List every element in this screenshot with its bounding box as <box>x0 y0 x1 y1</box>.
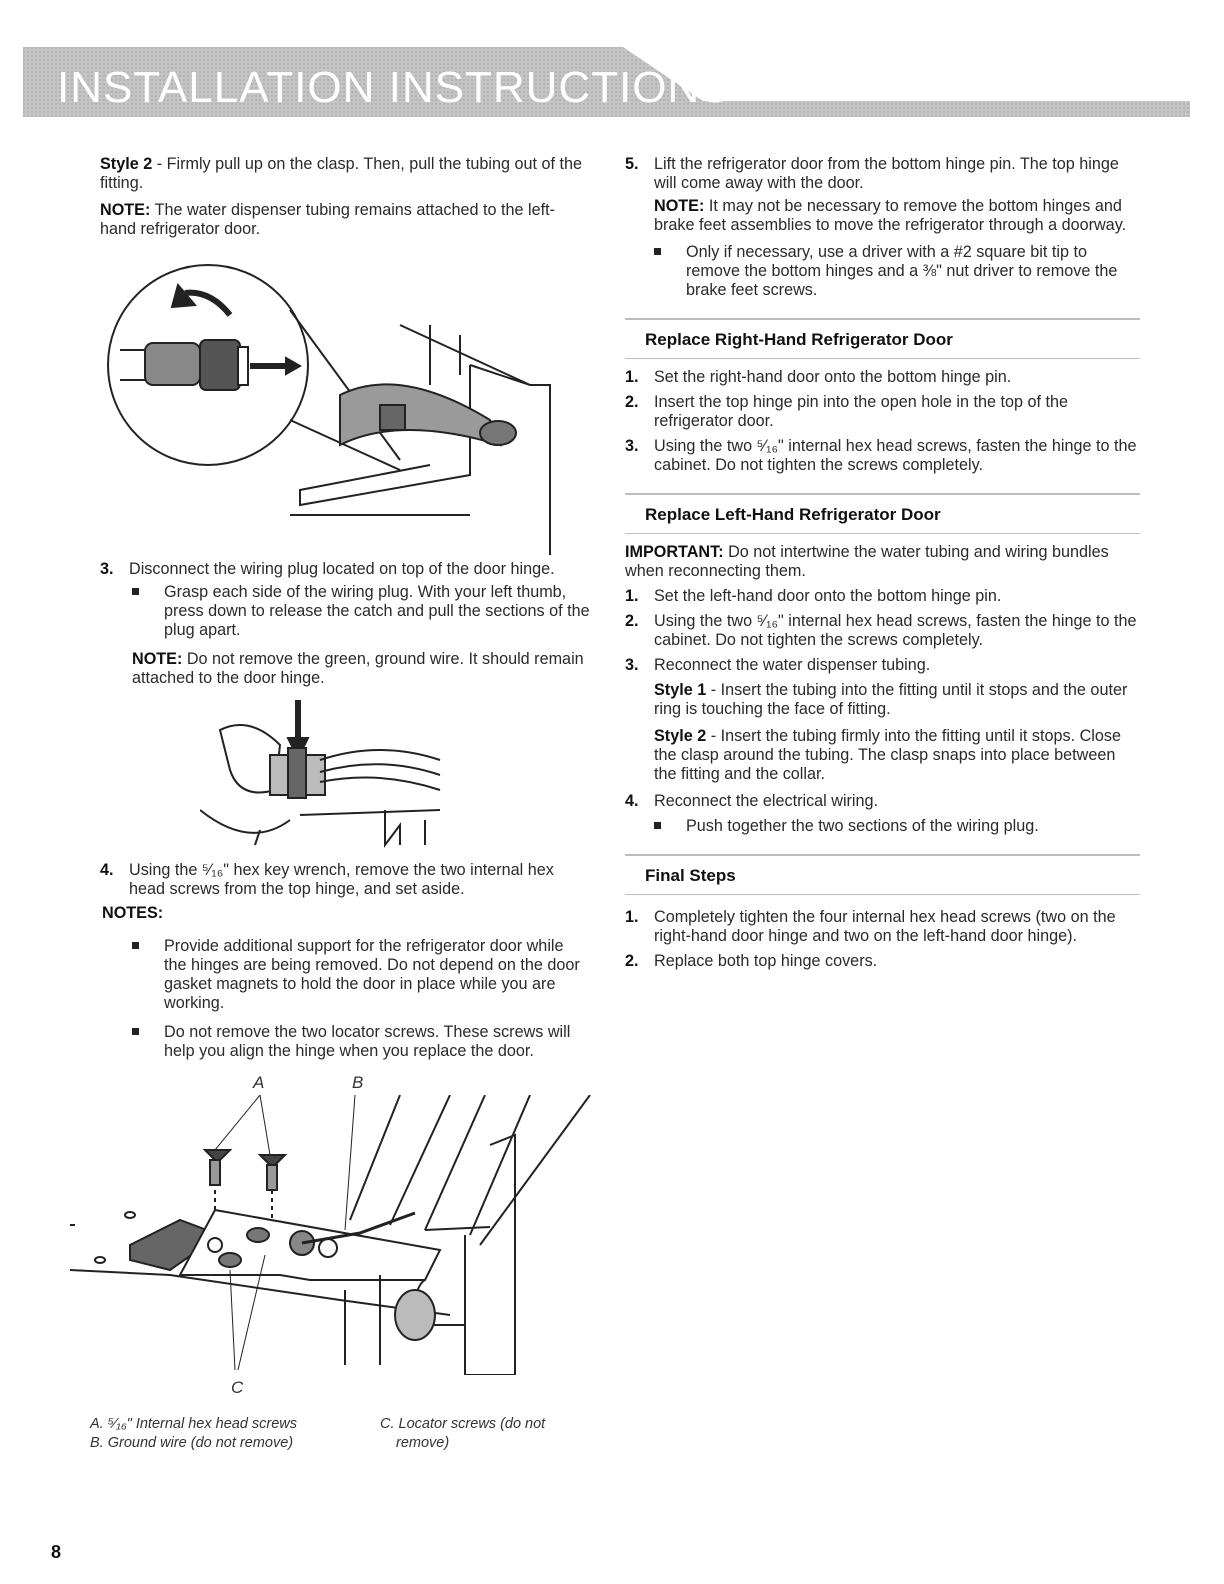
step-4: 4. Using the ⁵⁄₁₆" hex key wrench, remove the two internal hex head screws from the top hinge, and set aside. <box>100 861 554 898</box>
caption-c-line1: C. Locator screws (do not <box>380 1416 546 1432</box>
lh-step-2: 2. Using the two ⁵⁄₁₆" internal hex head screws, fasten the hinge to the cabinet. Do not tighten the screws completely. <box>625 612 1137 649</box>
note-paragraph: NOTE: The water dispenser tubing remains attached to the left-hand refrigerator door. <box>100 201 555 238</box>
section-title-right-hand: Replace Right-Hand Refrigerator Door <box>645 330 953 349</box>
left-column <box>100 155 590 239</box>
left-column-steps <box>100 560 590 688</box>
lh-step-1: 1. Set the left-hand door onto the bottom hinge pin. <box>625 587 1002 605</box>
rh-step-1: 1. Set the right-hand door onto the bottom hinge pin. <box>625 368 1012 386</box>
figure-label-b: B <box>352 1073 364 1092</box>
step-5-bullet: Only if necessary, use a driver with a #2 square bit tip to remove the bottom hinges and a ⅜" nut driver to remove the brake feet screws. <box>654 243 1140 300</box>
page-number: 8 <box>51 1542 62 1562</box>
right-column <box>625 155 1140 971</box>
page-title: INSTALLATION INSTRUCTIONS <box>57 63 731 112</box>
figure-label-a: A <box>253 1073 265 1092</box>
lh-step-4: 4. Reconnect the electrical wiring. <box>625 792 879 810</box>
important-note: IMPORTANT: Do not intertwine the water tubing and wiring bundles when reconnecting them. <box>625 543 1109 580</box>
section-final-steps <box>625 854 1140 900</box>
lh-step-4-bullet: Push together the two sections of the wiring plug. <box>654 817 1140 836</box>
step-3-note: NOTE: Do not remove the green, ground wire. It should remain attached to the door hinge. <box>132 650 584 687</box>
wiring-plug-figure <box>200 700 460 850</box>
final-step-2: 2. Replace both top hinge covers. <box>625 952 878 970</box>
style2-paragraph: Style 2 - Firmly pull up on the clasp. Then, pull the tubing out of the fitting. <box>100 155 583 192</box>
section-left-hand-door <box>625 493 1140 539</box>
step-5: 5. Lift the refrigerator door from the bottom hinge pin. The top hinge will come away with the door. <box>625 155 1119 192</box>
left-column-step4 <box>100 861 590 1061</box>
note-item-2: Do not remove the two locator screws. These screws will help you align the hinge when you replace the door. <box>132 1023 590 1061</box>
caption-a: A. ⁵⁄₁₆" Internal hex head screws <box>90 1416 298 1432</box>
step-3: 3. Disconnect the wiring plug located on top of the door hinge. <box>100 560 555 578</box>
section-title-final-steps: Final Steps <box>645 866 736 885</box>
notes-heading: NOTES: <box>102 904 164 922</box>
section-right-hand-door <box>625 318 1140 364</box>
lh-step-3: 3. Reconnect the water dispenser tubing. <box>625 656 931 674</box>
step-5-note: NOTE: It may not be necessary to remove the bottom hinges and brake feet assemblies to move the refrigerator through a doorway. <box>654 197 1127 234</box>
step-3-bullet: Grasp each side of the wiring plug. With your left thumb, press down to release the catch and pull the sections of the plug apart. <box>132 583 590 640</box>
note-item-1: Provide additional support for the refrigerator door while the hinges are being removed. Do not depend on the door gasket magnets to hold the door in place while you are working. <box>132 937 590 1013</box>
final-step-1: 1. Completely tighten the four internal hex head screws (two on the right-hand door hinge and two on the left-hand door hinge). <box>625 908 1116 945</box>
figure-label-c: C <box>231 1378 244 1397</box>
section-title-left-hand: Replace Left-Hand Refrigerator Door <box>645 505 941 524</box>
tubing-clasp-figure <box>100 255 570 555</box>
style1-paragraph: Style 1 - Insert the tubing into the fitting until it stops and the outer ring is touching the face of fitting. <box>654 681 1128 718</box>
caption-b: B. Ground wire (do not remove) <box>90 1435 294 1451</box>
rh-step-3: 3. Using the two ⁵⁄₁₆" internal hex head screws, fasten the hinge to the cabinet. Do not tighten the screws completely. <box>625 437 1137 474</box>
hinge-screws-figure <box>70 1095 600 1375</box>
header-banner <box>23 47 1190 117</box>
style2-reconnect-paragraph: Style 2 - Insert the tubing firmly into the fitting until it stops. Close the clasp around the tubing. The clasp snaps into place between the fitting and the collar. <box>654 727 1121 783</box>
rh-step-2: 2. Insert the top hinge pin into the open hole in the top of the refrigerator door. <box>625 393 1068 430</box>
caption-c-line2: remove) <box>396 1435 450 1451</box>
